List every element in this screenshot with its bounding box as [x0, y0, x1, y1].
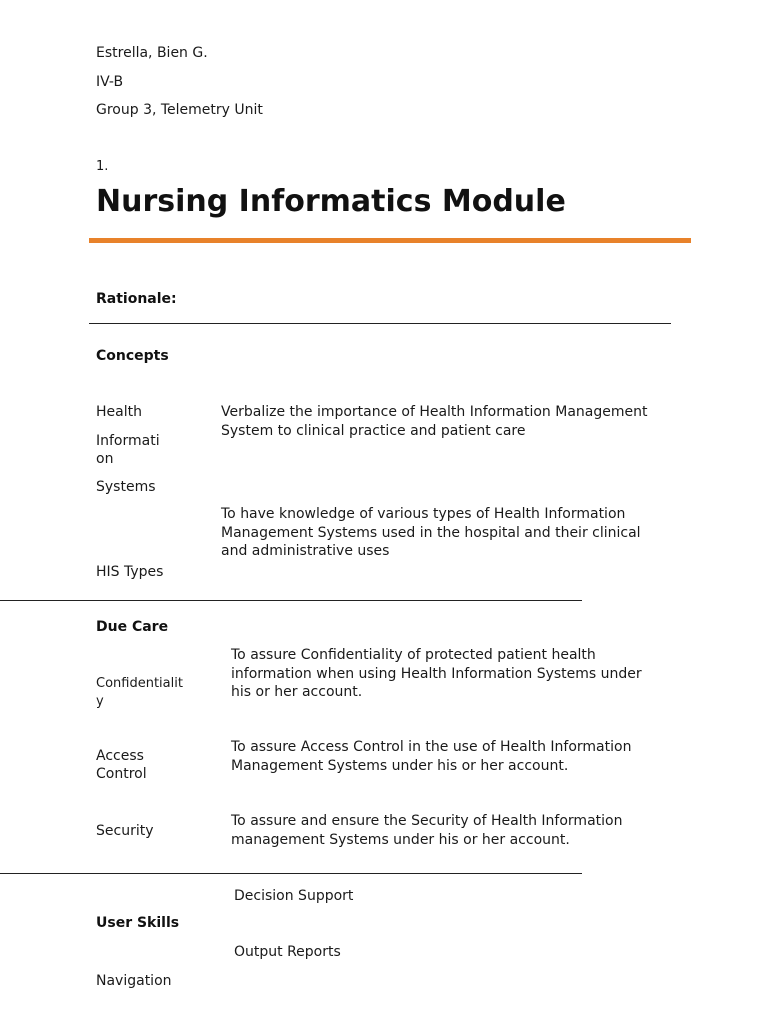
group-label: Group 3, Telemetry Unit — [96, 102, 263, 118]
concept-description: Verbalize the importance of Health Information Management System to clinical practice and patient care — [221, 404, 648, 439]
due-care-label-line: y — [96, 694, 104, 709]
user-skill-item: Decision Support — [234, 888, 354, 904]
concepts-heading: Concepts — [96, 348, 169, 364]
rationale-heading: Rationale: — [96, 291, 177, 307]
page-title: Nursing Informatics Module — [96, 184, 566, 219]
concept-label: HIS Types — [96, 564, 164, 580]
concept-label-line: Health — [96, 404, 142, 420]
due-care-description: To assure and ensure the Security of Health Information management Systems under his or her account. — [231, 813, 623, 848]
due-care-description: To assure Confidentiality of protected patient health information when using Health Information Systems under his or her account. — [231, 647, 642, 700]
concept-label-line: Systems — [96, 479, 156, 495]
user-skill-label: Navigation — [96, 973, 172, 989]
due-care-label-line: Control — [96, 766, 147, 782]
rationale-divider — [89, 323, 671, 324]
concept-label-line: Informati — [96, 433, 160, 449]
author-name: Estrella, Bien G. — [96, 45, 208, 61]
due-care-heading: Due Care — [96, 619, 169, 635]
due-care-divider — [0, 873, 582, 874]
section-label: IV-B — [96, 74, 124, 90]
title-underline — [89, 238, 691, 243]
concept-description: To have knowledge of various types of Health Information Management Systems used in the hospital and their clinical and administrative uses — [221, 506, 641, 559]
section-number: 1. — [96, 159, 109, 174]
concept-label-line: on — [96, 451, 114, 467]
due-care-label: Security — [96, 823, 154, 839]
concepts-divider — [0, 600, 582, 601]
due-care-label-line: Access — [96, 748, 144, 764]
due-care-description: To assure Access Control in the use of Health Information Management Systems under his or her account. — [231, 739, 632, 774]
due-care-label-line: Confidentialit — [96, 676, 183, 691]
user-skills-heading: User Skills — [96, 915, 180, 931]
user-skill-item: Output Reports — [234, 944, 341, 960]
